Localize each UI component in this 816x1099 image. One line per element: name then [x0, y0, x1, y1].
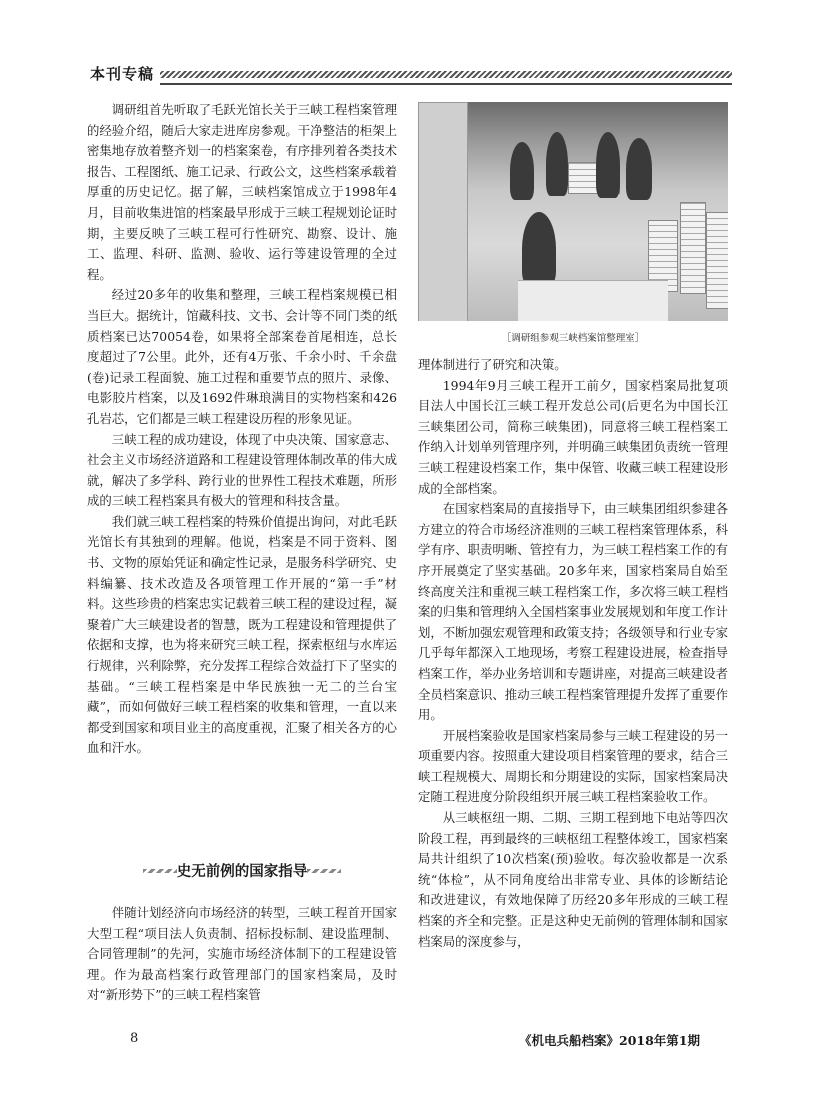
- section-header: [86, 63, 732, 85]
- photo-person: [626, 138, 652, 200]
- photo-work-table: [518, 280, 668, 321]
- paragraph: 开展档案验收是国家档案局参与三峡工程建设的另一项重要内容。按照重大建设项目档案管理的要求，结合三峡工程规模大、周期长和分期建设的实际，国家档案局决定随工程进度分阶段组织开展三峡工程档案验收工作。: [418, 727, 728, 805]
- photo-caption: ［调研组参观三峡档案馆整理室］: [501, 333, 645, 344]
- header-decoration-bar: [156, 71, 732, 78]
- archive-room-photo: [418, 102, 728, 321]
- paragraph: 从三峡枢纽一期、二期、三期工程到地下电站等四次阶段工程，再到最终的三峡枢纽工程整体竣工，国家档案局共计组织了10次档案(预)验收。每次验收都是一次系统“体检”，从不同角度给出非常专业、具体的诊断结论和改进建议，有效地保障了历经20多年形成的三峡工程档案的齐全和完整。正是这种史无前例的管理体制和国家档案局的深度参与，: [418, 810, 728, 949]
- photo-person: [510, 142, 534, 200]
- paragraph: 我们就三峡工程档案的特殊价值提出询问，对此毛跃光馆长有其独到的理解。他说，档案是不同于资料、图书、文物的原始凭证和确定性记录，是服务科学研究、史料编纂、技术改造及各项管理工作开展的“第一手”材料。这些珍贵的档案忠实记载着三峡工程的建设过程，凝聚着广大三峡建设者的智慧，既为工程建设和管理提供了依据和支撑，也为将来研究三峡工程，探索枢纽与水库运行规律，兴利除弊，充分发挥工程综合效益打下了坚实的基础。“三峡工程档案是中华民族独一无二的兰台宝藏”，而如何做好三峡工程档案的收集和管理，一直以来都受到国家和项目业主的高度重视，汇聚了相关各方的心血和汗水。: [87, 513, 397, 756]
- section-heading-title: 史无前例的国家指导: [176, 864, 308, 880]
- photo-person: [546, 132, 568, 196]
- photo-shelf: [418, 102, 468, 321]
- photo-person: [522, 212, 556, 286]
- heading-decoration-right: [307, 869, 341, 873]
- paragraph: 在国家档案局的直接指导下，由三峡集团组织参建各方建立的符合市场经济准则的三峡工程档案管理体系，科学有序、职责明晰、管控有力，为三峡工程档案工作的有序开展奠定了坚实基础。20多年来，国家档案局自始至终高度关注和重视三峡工程档案工作，多次将三峡工程档案的归集和管理纳入全国档案事业发展规划和年度工作计划，不断加强宏观管理和政策支持；各级领导和行业专家几乎每年都深入工地现场，考察工程建设进展，检查指导档案工作，举办业务培训和专题讲座，对提高三峡建设者全员档案意识、推动三峡工程档案管理提升发挥了重要作用。: [418, 501, 728, 723]
- paragraph: 经过20多年的收集和整理，三峡工程档案规模已相当巨大。据统计，馆藏科技、文书、会计等不同门类的纸质档案已达70054卷，如果将全部案卷首尾相连，总长度超过了7公里。此外，还有4万张、千余小时、千余盘(卷)记录工程面貌、施工过程和重要节点的照片、录像、电影胶片档案，以及1692件琳琅满目的实物档案和426孔岩芯，它们都是三峡工程建设历程的形象见证。: [87, 287, 397, 426]
- page-number: 8: [130, 1031, 139, 1046]
- journal-issue: 《机电兵船档案》2018年第1期: [519, 1033, 700, 1048]
- photo-person: [596, 132, 620, 198]
- paragraph-continuation: 理体制进行了研究和决策。: [418, 357, 567, 372]
- photo-box-stack: [706, 212, 728, 309]
- paragraph: 伴随计划经济向市场经济的转型，三峡工程首开国家大型工程“项目法人负责制、招标投标制、建设监理制、合同管理制”的先河，实施市场经济体制下的工程建设管理。作为最高档案行政管理部门的国家档案局，及时对“新形势下”的三峡工程档案管: [87, 905, 397, 1003]
- section-label: 本刊专稿: [86, 63, 160, 85]
- paragraph: 三峡工程的成功建设，体现了中央决策、国家意志、社会主义市场经济道路和工程建设管理体制改革的伟大成就，解决了多学科、跨行业的世界性工程技术难题，所形成的三峡工程档案具有极大的管理和科技含量。: [87, 431, 397, 509]
- left-column: [87, 100, 397, 759]
- paragraph: 1994年9月三峡工程开工前夕，国家档案局批复项目法人中国长江三峡工程开发总公司(后更名为中国长江三峡集团公司，简称三峡集团)，同意将三峡工程档案工作纳入计划单列管理序列，并明确三峡集团负责统一管理三峡工程建设档案工作，集中保管、收藏三峡工程建设形成的全部档案。: [418, 377, 728, 496]
- paragraph: 调研组首先听取了毛跃光馆长关于三峡工程档案管理的经验介绍，随后大家走进库房参观。干净整洁的柜架上密集地存放着整齐划一的档案案卷，有序排列着各类技术报告、工程图纸、施工记录、行政公文，这些档案承载着厚重的历史记忆。据了解，三峡档案馆成立于1998年4月，目前收集进馆的档案最早形成于三峡工程规划论证时期，主要反映了三峡工程可行性研究、勘察、设计、施工、监理、科研、监测、验收、运行等建设管理的全过程。: [87, 102, 397, 282]
- header-rule: [86, 83, 732, 85]
- right-column: [418, 355, 728, 952]
- left-column-after-heading: [87, 903, 397, 1006]
- photo-box-stack: [680, 202, 706, 294]
- section-heading: [87, 857, 397, 885]
